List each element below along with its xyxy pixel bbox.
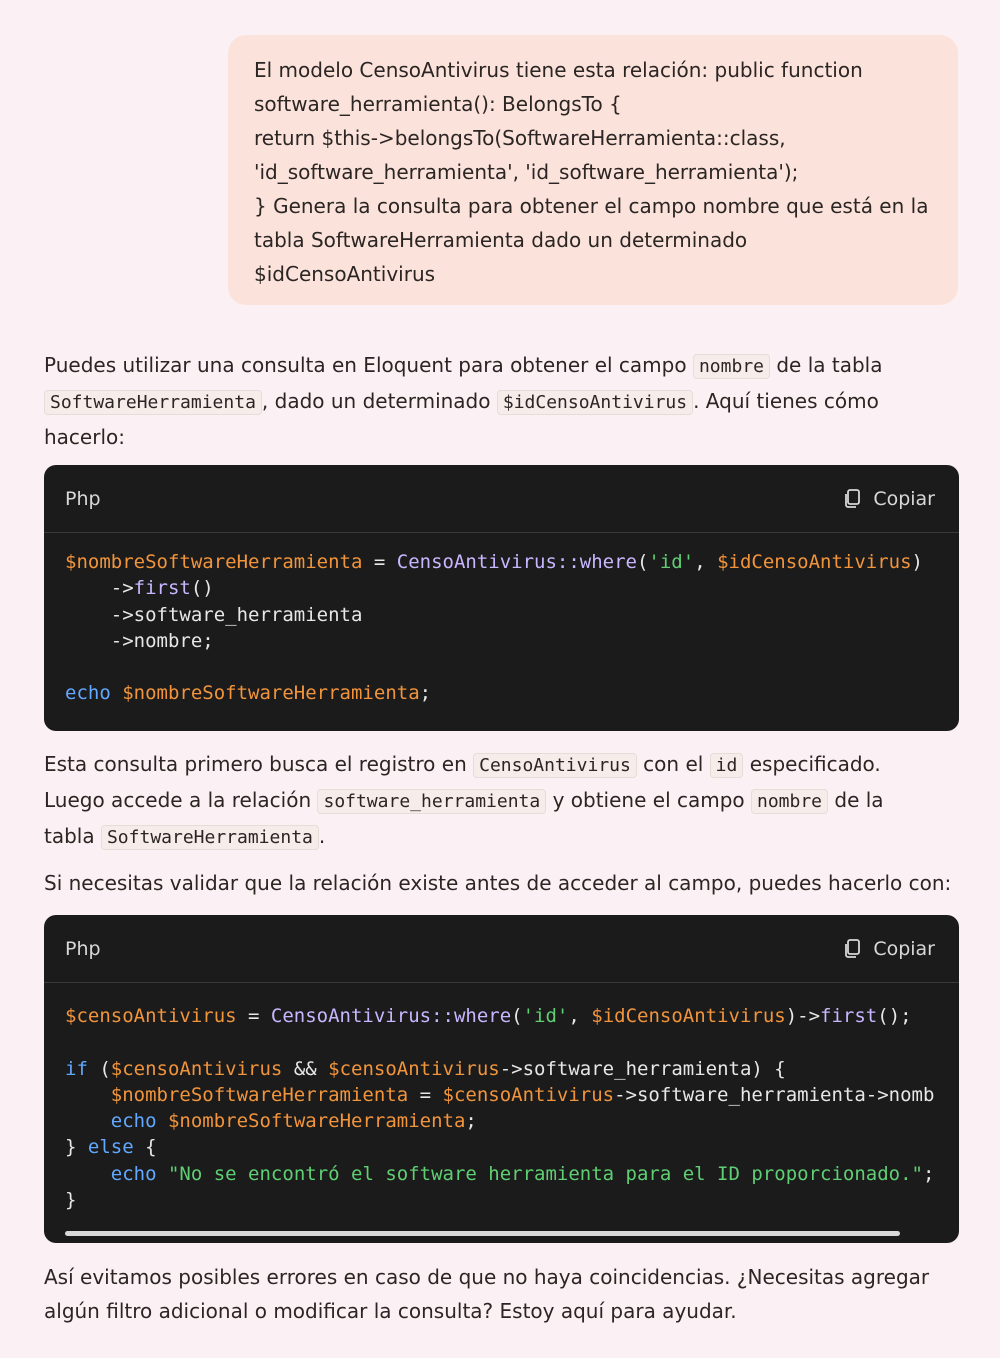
code-token: () [190,577,214,600]
code-line [65,654,938,680]
user-message-line: } Genera la consulta para obtener el campo nombre que está en la [254,194,929,218]
code-line [65,628,938,654]
user-message-line: El modelo CensoAntivirus tiene esta relación: public function [254,58,863,82]
assistant-explanation-paragraph [44,747,959,855]
code-body [44,983,959,1213]
code-token: 'id' [522,1005,569,1027]
assistant-validation-intro [44,866,959,900]
code-token: if [65,1057,88,1080]
code-line [65,1029,938,1055]
inline-code: software_herramienta [317,789,546,814]
code-language-label: Php [65,937,101,960]
code-token: $idCensoAntivirus [591,1005,786,1027]
code-token: ) [911,551,923,573]
copy-code-button[interactable] [843,938,935,960]
text-span: y obtiene el campo [546,788,751,812]
user-message-line: tabla SoftwareHerramienta dado un determinado [254,228,748,252]
code-token: echo [110,1110,157,1133]
code-token [65,1031,76,1053]
code-line [65,1134,938,1160]
code-token: ->nombre; [65,629,214,652]
code-token [65,1084,111,1106]
code-token: $censoAntivirus [328,1057,500,1080]
inline-code: SoftwareHerramienta [101,825,319,850]
text-span: especificado. [743,752,881,776]
code-token: ->software_herramienta->nomb [614,1083,935,1106]
code-block [44,915,959,1243]
text-span: tabla [44,824,101,848]
code-token: else [87,1136,134,1159]
code-token: ( [636,551,649,573]
code-token: "No se encontró el software herramienta para el ID proporcionado." [167,1162,923,1185]
text-span: . [318,824,326,848]
copy-code-button[interactable] [843,488,935,510]
code-token [111,682,122,704]
code-line [65,1003,938,1029]
text-span: de la [828,788,884,812]
code-block-header [44,465,959,533]
code-token: ->software_herramienta [65,603,363,626]
code-token [65,1163,111,1185]
code-line [65,549,938,575]
inline-code: nombre [751,789,828,814]
code-token: $nombreSoftwareHerramienta [65,551,363,573]
user-message-line: $idCensoAntivirus [254,262,436,286]
text-span: Esta consulta primero busca el registro en [44,752,474,776]
code-token: } [65,1136,88,1159]
code-token: ; [419,682,432,705]
code-token: 'id' [648,551,695,573]
code-token: = [362,551,397,573]
assistant-closing-paragraph [44,1260,959,1328]
code-block-header [44,915,959,983]
code-line [65,1187,938,1213]
text-span: Luego accede a la relación [44,788,318,812]
code-line [65,1108,938,1134]
user-message-line: software_herramienta(): BelongsTo { [254,92,622,116]
code-token: ( [511,1005,523,1027]
code-token [65,1110,111,1132]
code-token: ->software_herramienta) { [499,1057,786,1080]
code-token: } [65,1189,77,1212]
user-message-line: 'id_software_herramienta', 'id_software_herramienta'); [254,160,799,184]
code-token: $censoAntivirus [442,1083,615,1106]
paragraph-line [44,783,959,819]
copy-icon [843,489,861,509]
code-token [65,656,76,678]
code-block [44,465,959,731]
copy-label: Copiar [873,937,935,960]
code-token: $nombreSoftwareHerramienta [122,682,420,705]
inline-code: $idCensoAntivirus [497,390,693,415]
user-message-bubble [228,35,958,305]
code-token: $nombreSoftwareHerramienta [167,1110,466,1133]
code-line [65,602,938,628]
text-span: de la tabla [770,353,883,377]
code-token: ; [922,1162,935,1185]
paragraph-line [44,348,959,384]
code-line [65,575,938,601]
code-token: -> [65,577,134,600]
code-token: = [236,1005,271,1027]
code-line [65,1082,938,1108]
code-token [157,1163,168,1185]
code-body [44,533,959,707]
code-token: $censoAntivirus [65,1005,237,1027]
inline-code: CensoAntivirus [473,753,637,778]
paragraph-line: Así evitamos posibles errores en caso de que no haya coincidencias. ¿Necesitas agregar [44,1265,930,1289]
text-span: Puedes utilizar una consulta en Eloquent para obtener el campo [44,353,693,377]
code-token: echo [65,682,111,705]
code-token: $idCensoAntivirus [717,551,912,573]
code-token: , [694,551,718,573]
inline-code: SoftwareHerramienta [44,390,262,415]
code-line [65,680,938,706]
code-token: $nombreSoftwareHerramienta [110,1083,409,1106]
code-token [157,1110,168,1132]
paragraph-line [44,819,959,855]
code-token: CensoAntivirus::where [396,551,637,573]
code-language-label: Php [65,487,101,510]
user-message-line: return $this->belongsTo(SoftwareHerramienta::class, [254,126,786,150]
code-token: echo [110,1162,157,1185]
text-span: con el [636,752,710,776]
code-token: ; [465,1110,477,1133]
code-token: CensoAntivirus::where [270,1005,512,1027]
code-token: first [820,1005,878,1027]
text-span: . Aquí tienes cómo [693,389,879,413]
inline-code: nombre [693,354,770,379]
code-token: , [568,1005,592,1027]
code-token: = [408,1083,443,1106]
code-token: first [133,577,191,600]
inline-code: id [710,753,744,778]
assistant-intro-paragraph [44,348,959,454]
horizontal-scrollbar[interactable] [65,1231,900,1236]
copy-label: Copiar [873,487,935,510]
paragraph-line [44,747,959,783]
code-token: && [282,1057,329,1080]
paragraph-line: Si necesitas validar que la relación existe antes de acceder al campo, puedes hacerlo con: [44,871,952,895]
code-token: (); [877,1005,912,1027]
paragraph-line: hacerlo: [44,425,125,449]
code-line [65,1056,938,1082]
code-token: )-> [785,1005,821,1027]
code-token: $censoAntivirus [110,1057,283,1080]
code-line [65,1161,938,1187]
text-span: , dado un determinado [261,389,497,413]
code-token: { [133,1136,157,1159]
code-token: ( [87,1057,111,1080]
paragraph-line: algún filtro adicional o modificar la consulta? Estoy aquí para ayudar. [44,1299,737,1323]
paragraph-line [44,384,959,420]
copy-icon [843,939,861,959]
